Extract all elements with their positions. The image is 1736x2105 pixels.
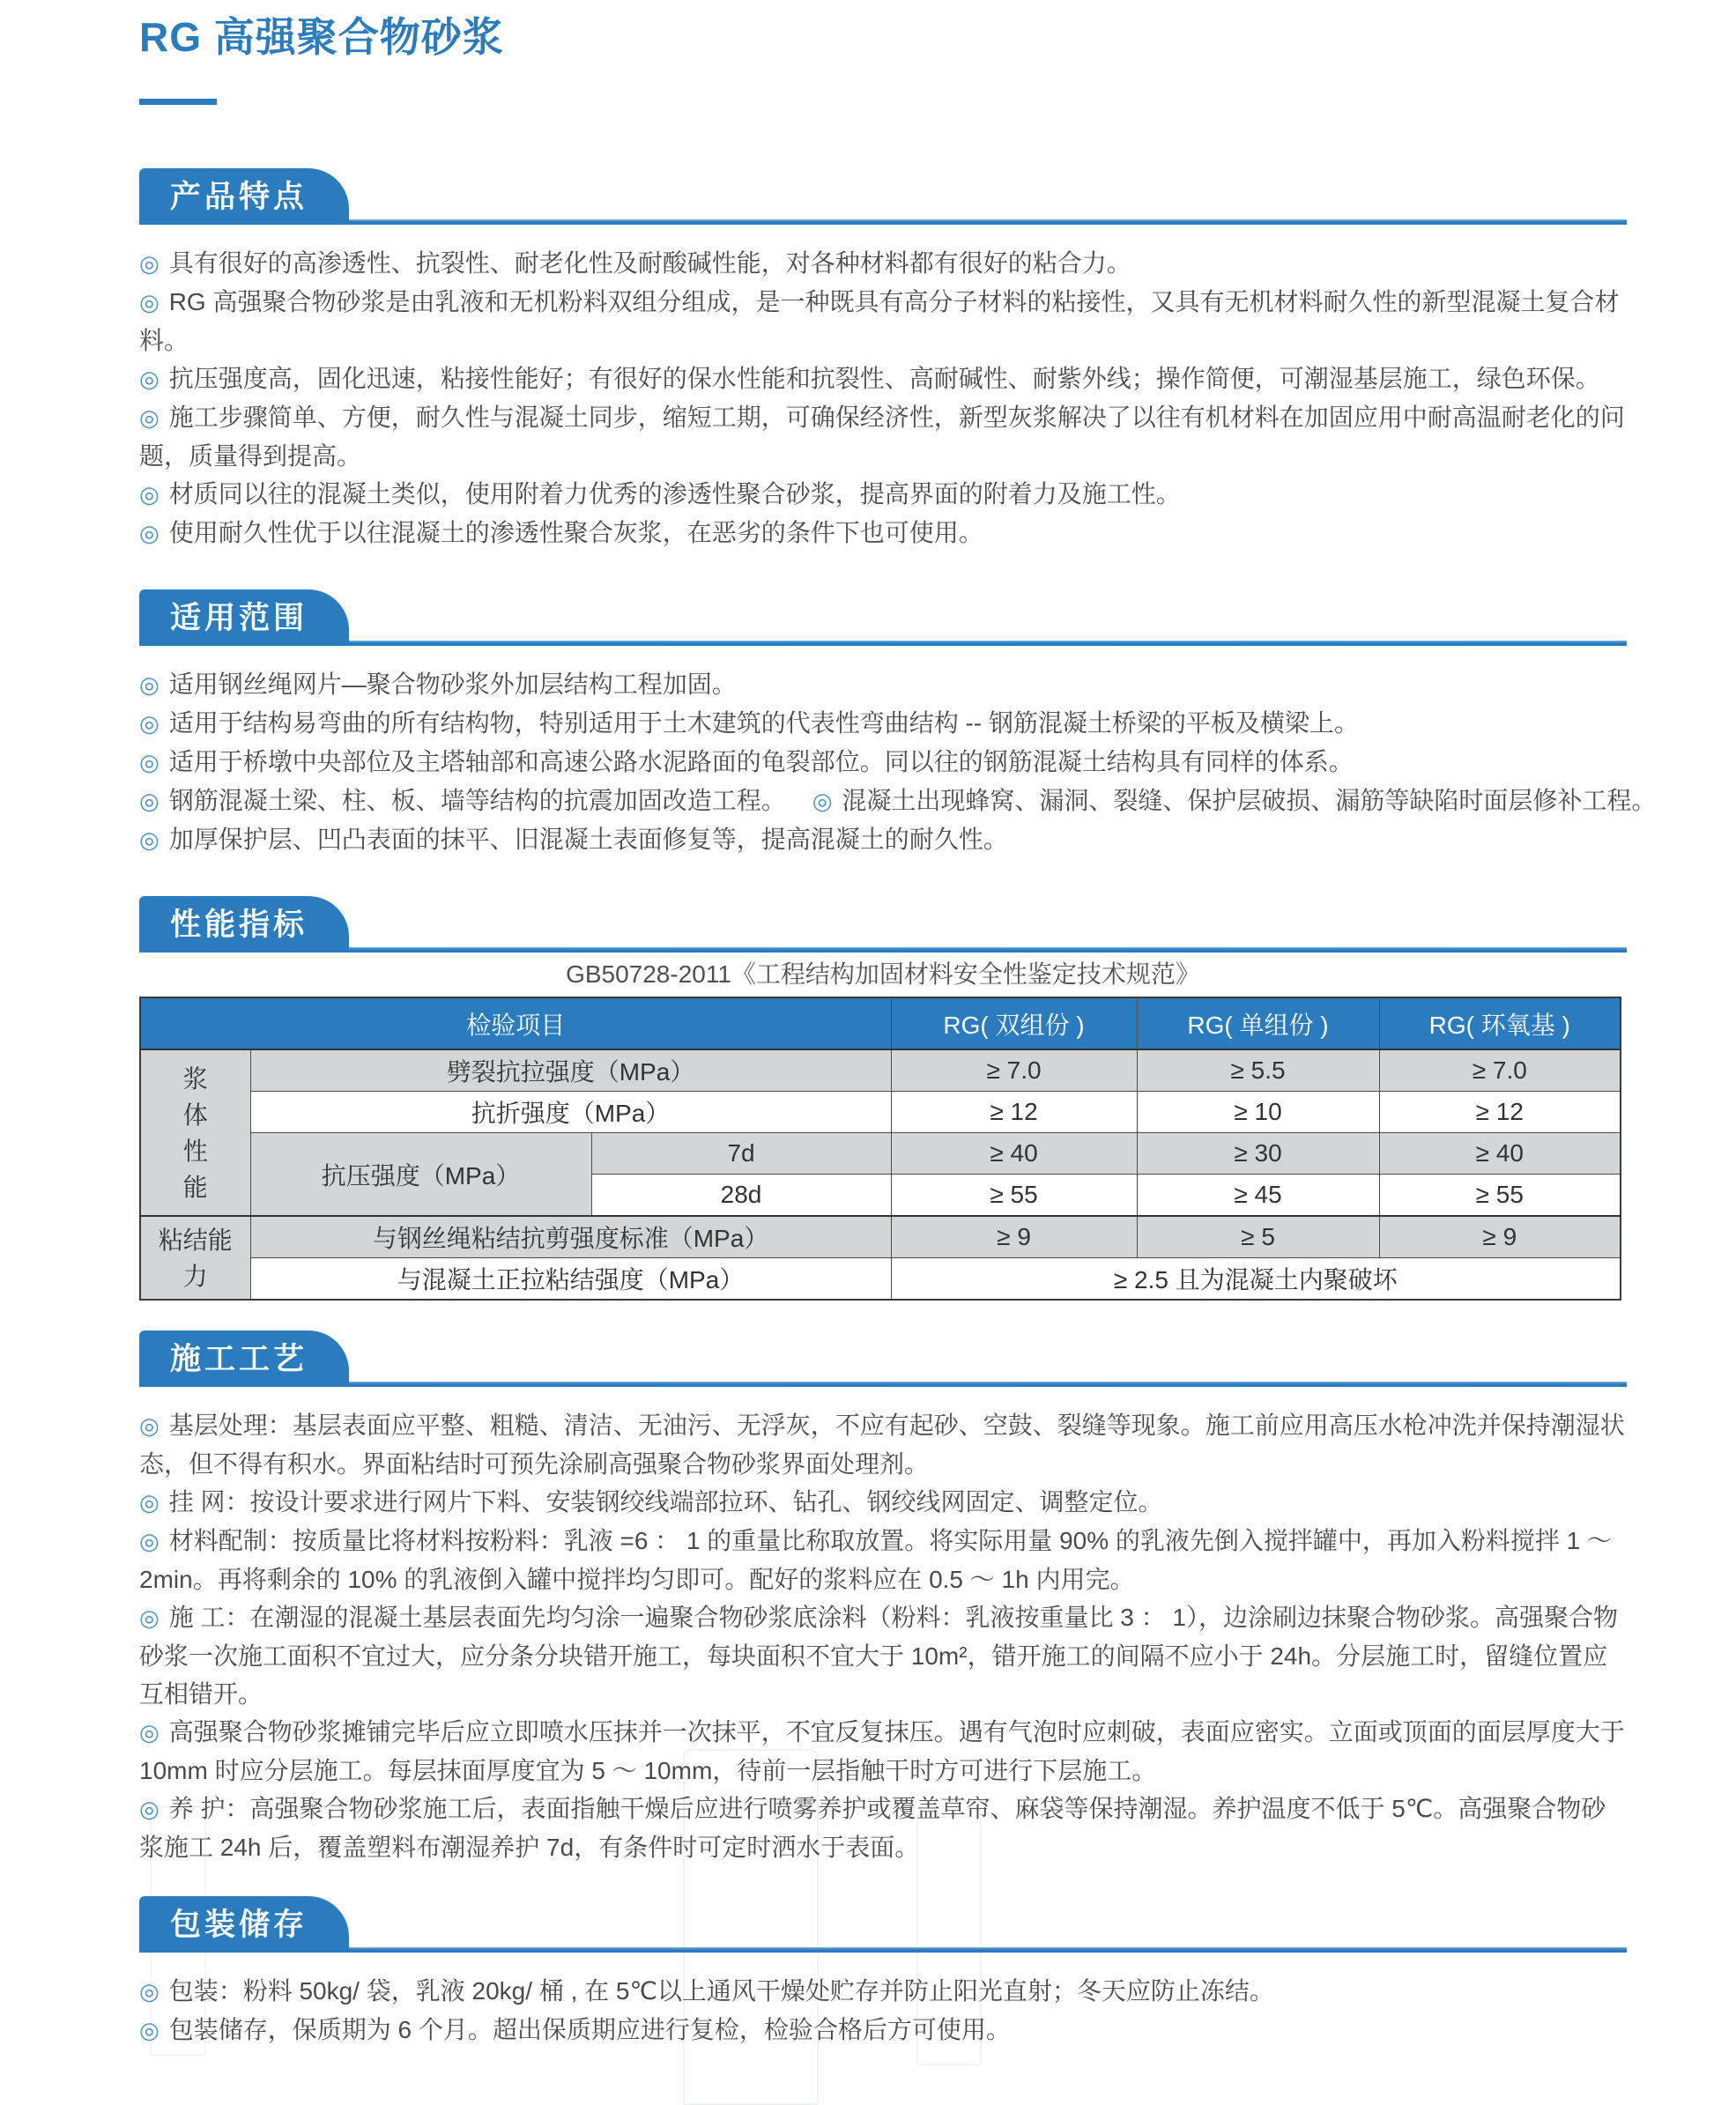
list-item (139, 665, 1627, 704)
table-caption: GB50728-2011《工程结构加固材料安全性鉴定技术规范》 (566, 960, 1200, 988)
title-underline (139, 99, 217, 105)
section-packaging (139, 1894, 1627, 2049)
list-item (139, 1713, 1627, 1790)
table-cell: ≥ 40 (891, 1133, 1137, 1175)
table-header-cell: RG( 双组份 ) (891, 997, 1137, 1049)
list-item (139, 704, 1627, 743)
section-scope-badge (139, 589, 349, 646)
bullet-icon: ◎ (139, 289, 160, 315)
table-cell: ≥ 9 (1379, 1216, 1621, 1258)
item-text: 钢筋混凝土梁、柱、板、墙等结构的抗震加固改造工程。 (168, 787, 786, 814)
bullet-icon: ◎ (139, 404, 160, 431)
item-text: 基层处理：基层表面应平整、粗糙、清洁、无油污、无浮灰，不应有起砂、空鼓、裂缝等现象。施工前应用高压水枪冲洗并保持潮湿状态，但不得有积水。界面粘结时可预先涂刷高强聚合物砂浆界面处理剂。 (139, 1412, 1625, 1478)
section-heading: 产品特点 (169, 180, 308, 214)
list-item (139, 1406, 1627, 1483)
section-features-header (139, 167, 1627, 225)
list-item (139, 475, 1627, 514)
item-text: 施 工：在潮湿的混凝土基层表面先均匀涂一遍聚合物砂浆底涂料（粉料：乳液按重量比 3 ： 1），边涂刷边抹聚合物砂浆。高强聚合物砂浆一次施工面积不宜过大，应分条分块错开施工，每块面积不宜大于 10m²，错开施工的间隔不应小于 24h。分层施工时，留缝位置应互相错开。 (139, 1604, 1618, 1708)
list-item (139, 514, 1627, 552)
table-cell: 抗折强度（MPa） (250, 1092, 891, 1133)
item-text: 混凝土出现蜂窝、漏洞、裂缝、保护层破损、漏筋等缺陷时面层修补工程。 (842, 787, 1657, 814)
bullet-icon: ◎ (139, 250, 160, 277)
section-performance-badge (139, 896, 349, 952)
group-label-cell: 粘结能力 (140, 1216, 250, 1300)
section-scope-header (139, 588, 1627, 646)
table-cell: ≥ 40 (1379, 1133, 1621, 1175)
table-cell: ≥ 9 (891, 1216, 1137, 1258)
bullet-icon: ◎ (139, 1412, 160, 1439)
table-cell: ≥ 12 (1379, 1092, 1621, 1133)
table-cell: ≥ 7.0 (1379, 1049, 1621, 1092)
table-cell: ≥ 30 (1137, 1133, 1379, 1175)
packaging-list (139, 1972, 1627, 2049)
list-item (139, 1972, 1627, 2011)
table-cell: 与混凝土正拉粘结强度（MPa） (250, 1258, 891, 1301)
table-cell: ≥ 2.5 且为混凝土内聚破坏 (891, 1258, 1621, 1301)
header-rule (139, 1382, 1627, 1387)
bullet-icon: ◎ (139, 481, 160, 508)
bullet-icon: ◎ (139, 1978, 160, 2005)
table-cell: ≥ 45 (1137, 1175, 1379, 1217)
header-rule (139, 641, 1627, 646)
bullet-icon: ◎ (139, 520, 160, 546)
section-scope (139, 588, 1657, 859)
list-item (139, 1790, 1627, 1866)
header-rule (139, 219, 1627, 225)
list-item-dual (139, 782, 1657, 820)
item-text: 具有很好的高渗透性、抗裂性、耐老化性及耐酸碱性能，对各种材料都有很好的粘合力。 (168, 249, 1131, 277)
table-cell: ≥ 55 (1379, 1175, 1621, 1217)
item-text: 抗压强度高，固化迅速，粘接性能好；有很好的保水性能和抗裂性、高耐碱性、耐紫外线；操作简便，可潮湿基层施工，绿色环保。 (168, 365, 1600, 392)
table-row (140, 1092, 1621, 1133)
table-cell: 与钢丝绳粘结抗剪强度标准（MPa） (250, 1216, 891, 1258)
bullet-icon: ◎ (139, 1796, 160, 1822)
table-cell: ≥ 5 (1137, 1216, 1379, 1258)
table-header-cell: RG( 环氧基 ) (1379, 997, 1621, 1049)
bullet-icon: ◎ (139, 788, 160, 814)
list-item (139, 283, 1627, 359)
bullet-icon: ◎ (812, 788, 833, 814)
section-heading: 施工工艺 (169, 1342, 308, 1376)
header-rule (139, 947, 1627, 952)
bullet-icon: ◎ (139, 1528, 160, 1554)
table-cell: ≥ 10 (1137, 1092, 1379, 1133)
header-rule (139, 1947, 1627, 1953)
table-cell: 抗压强度（MPa） (250, 1133, 591, 1217)
bullet-icon: ◎ (139, 671, 160, 698)
table-row (140, 1133, 1621, 1175)
section-packaging-badge (139, 1896, 349, 1953)
table-cell: 劈裂抗拉强度（MPa） (250, 1049, 891, 1092)
item-text: 包装储存，保质期为 6 个月。超出保质期应进行复检，检验合格后方可使用。 (168, 2016, 1011, 2043)
item-text: 加厚保护层、凹凸表面的抹平、旧混凝土表面修复等，提高混凝土的耐久性。 (168, 826, 1008, 853)
section-features-badge (139, 168, 349, 225)
bullet-icon: ◎ (139, 749, 160, 775)
list-item (139, 359, 1627, 398)
bullet-icon: ◎ (139, 1489, 160, 1516)
table-header-cell: RG( 单组份 ) (1137, 997, 1379, 1049)
list-item (139, 743, 1627, 782)
item-text: 养 护：高强聚合物砂浆施工后，表面指触干燥后应进行喷雾养护或覆盖草帘、麻袋等保持潮湿。养护温度不低于 5℃。高强聚合物砂浆施工 24h 后，覆盖塑料布潮湿养护 7d，有条件时可定时洒水于表面。 (139, 1795, 1606, 1861)
section-performance-header (139, 894, 1627, 952)
scope-list (139, 665, 1657, 859)
bullet-icon: ◎ (139, 710, 160, 737)
list-item (139, 1598, 1627, 1713)
table-row (140, 1216, 1621, 1258)
list-item (139, 1522, 1627, 1598)
bullet-icon: ◎ (139, 1605, 160, 1631)
list-item (139, 1483, 1627, 1522)
page-content (139, 0, 1657, 2049)
item-text: 挂 网：按设计要求进行网片下料、安装钢绞线端部拉环、钻孔、钢绞线网固定、调整定位。 (168, 1488, 1163, 1516)
table-header-row (140, 997, 1621, 1049)
bullet-icon: ◎ (139, 366, 160, 392)
item-text: 高强聚合物砂浆摊铺完毕后应立即喷水压抹并一次抹平，不宜反复抹压。遇有气泡时应刺破，表面应密实。立面或顶面的面层厚度大于 10mm 时应分层施工。每层抹面厚度宜为 5 ～ 10mm，待前一层指触干时方可进行下层施工。 (139, 1718, 1625, 1784)
list-item (139, 2011, 1627, 2049)
section-heading: 性能指标 (169, 908, 308, 942)
item-text: 施工步骤简单、方便，耐久性与混凝土同步，缩短工期，可确保经济性，新型灰浆解决了以往有机材料在加固应用中耐高温耐老化的问题，质量得到提高。 (139, 404, 1625, 470)
section-process (139, 1329, 1627, 1866)
bullet-icon: ◎ (139, 826, 160, 853)
item-text: 材质同以往的混凝土类似，使用附着力优秀的渗透性聚合砂浆，提高界面的附着力及施工性。 (168, 480, 1181, 508)
list-item (139, 244, 1627, 283)
table-cell: ≥ 55 (891, 1175, 1137, 1217)
performance-table (139, 997, 1621, 1301)
list-item (139, 398, 1627, 475)
bullet-icon: ◎ (139, 1719, 160, 1746)
table-header-cell: 检验项目 (140, 997, 891, 1049)
table-cell: ≥ 5.5 (1137, 1049, 1379, 1092)
item-text: 材料配制：按质量比将材料按粉料：乳液 =6 ： 1 的重量比称取放置。将实际用量 90% 的乳液先倒入搅拌罐中，再加入粉料搅拌 1 ～ 2min。再将剩余的 10% 的乳液倒入罐中搅拌均匀即可。配好的浆料应在 0.5 ～ 1h 内用完。 (139, 1527, 1613, 1593)
section-performance (139, 894, 1627, 1301)
item-text: 使用耐久性优于以往混凝土的渗透性聚合灰浆，在恶劣的条件下也可使用。 (168, 519, 983, 546)
bullet-icon: ◎ (139, 2017, 160, 2043)
section-features (139, 167, 1627, 552)
item-text: 包装：粉料 50kg/ 袋，乳液 20kg/ 桶 , 在 5℃以上通风干燥处贮存并防止阳光直射；冬天应防止冻结。 (168, 1977, 1274, 2005)
table-cell: 28d (591, 1175, 891, 1217)
section-process-badge (139, 1330, 349, 1387)
table-cell: ≥ 12 (891, 1092, 1137, 1133)
section-process-header (139, 1329, 1627, 1387)
group-label-cell: 浆体性能 (140, 1049, 250, 1216)
section-heading: 适用范围 (169, 601, 308, 635)
section-heading: 包装储存 (169, 1908, 308, 1942)
process-list (139, 1406, 1627, 1866)
table-cell: ≥ 7.0 (891, 1049, 1137, 1092)
item-text: 适用钢丝绳网片—聚合物砂浆外加层结构工程加固。 (168, 671, 737, 698)
table-row (140, 1049, 1621, 1092)
list-item (139, 820, 1627, 859)
table-row (140, 1258, 1621, 1301)
item-text: 适用于结构易弯曲的所有结构物，特别适用于土木建筑的代表性弯曲结构 -- 钢筋混凝土桥梁的平板及横梁上。 (168, 709, 1359, 737)
item-text: RG 高强聚合物砂浆是由乳液和无机粉料双组分组成，是一种既具有高分子材料的粘接性，又具有无机材料耐久性的新型混凝土复合材料。 (139, 288, 1620, 354)
item-text: 适用于桥墩中央部位及主塔轴部和高速公路水泥路面的龟裂部位。同以往的钢筋混凝土结构具有同样的体系。 (168, 748, 1354, 775)
section-packaging-header (139, 1894, 1627, 1953)
page-title: RG 高强聚合物砂浆 (139, 14, 504, 60)
table-cell: 7d (591, 1133, 891, 1175)
features-list (139, 244, 1627, 552)
